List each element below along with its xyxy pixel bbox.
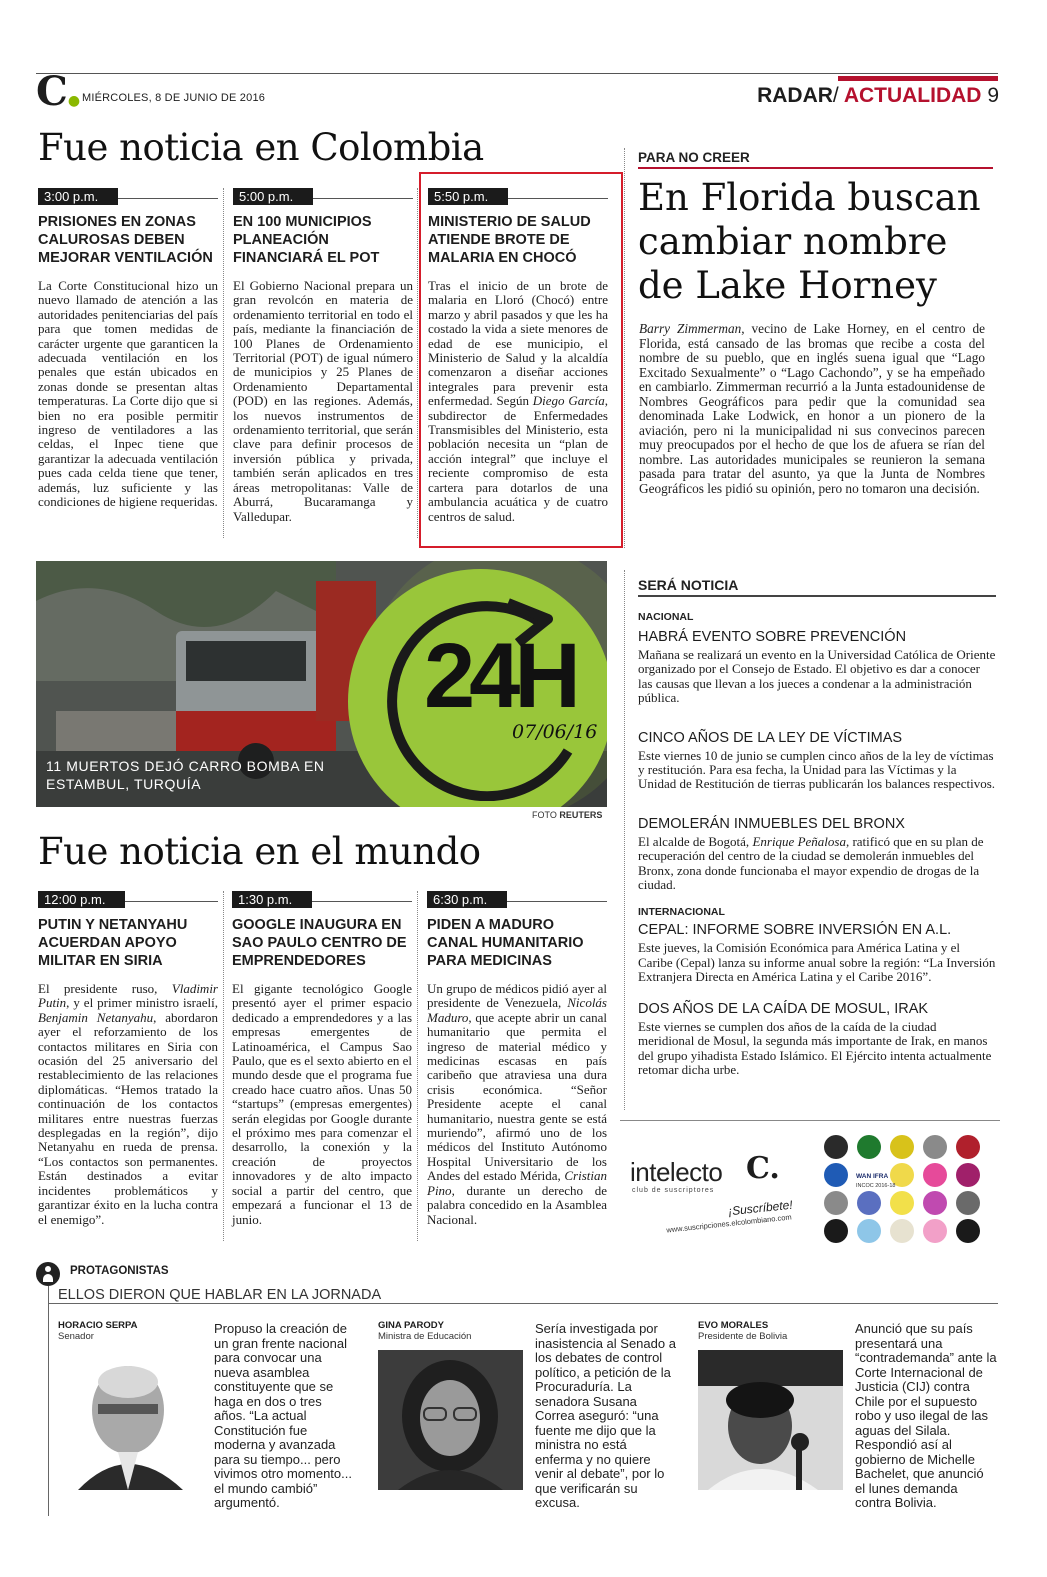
article-body: Tras el inicio de un brote de malaria en Lloró (Chocó) entre marzo y abril pasados y que les ha costado la vida a siete menores de edad de ese municipio, el Ministerio de Salud y la alcaldía comenzaron a diseñar acciones integrales para prevenir esta enfermedad. Según Diego García, subdirector de Enfermedades Transmisibles del Ministerio, esta población necesita un “plan de acción integral” que incluye el reciente compromiso de esta cartera para dotarlos de una ambulancia acuática y de cuatro centros de salud. [428,278,608,524]
sn-body: Mañana se realizará un evento en la Universidad Católica de Oriente organizado por el Consejo de Estado. El objetivo es dar a conocer las causas que llevan a los jueces a condenar a la administración pública. [638,647,996,706]
ad-url[interactable]: www.suscripciones.elcolombiano.com [665,1212,793,1235]
ad-cta[interactable]: ¡Suscríbete! [727,1197,794,1219]
article-body: La Corte Constitucional hizo un nuevo llamado de atención a las autoridades penitenciarias del país para que tomen medidas de carácter urgente que garanticen la adecuada ventilación en los penales que están ubicados en zonas donde se presentan altas temperaturas. La Corte dijo que si bien no era posible permitir ingreso de ventiladores a las celdas, el Inpec tiene que garantizar la adecuada ventilación pues cada celda tiene que tener, además, luz suficiente y las condiciones de higiene requeridas. [38,278,218,510]
sn-headline: DOS AÑOS DE LA CAÍDA DE MOSUL, IRAK [638,1000,929,1017]
protagonist-quote: Sería investigada por inasistencia al Senado a los debates de control político, a petición de la Procuraduría. La senadora Susana Correa aseguró: “una fuente me dijo que la ministra no está enferma y no quiere venir al debate”, por lo que verificarán su excusa. [535,1321,676,1510]
para-no-creer-header [628,150,998,169]
article-headline: PUTIN Y NETANYAHU ACUERDAN APOYO MILITAR EN SIRIA [38,917,188,969]
sera-noticia-section [638,577,996,1077]
protagonist-card [378,1320,528,1342]
sn-body: Este jueves, la Comisión Económica para América Latina y el Caribe (Cepal) lanza su informe anual sobre la región: “La Inversión Extranjera Directa en América Latina y el Caribe 2016”. [638,940,996,985]
article-headline: GOOGLE INAUGURA EN SAO PAULO CENTRO DE EMPRENDEDORES [232,917,407,969]
article-headline: EN 100 MUNICIPIOS PLANEACIÓN FINANCIARÁ EL POT [233,214,380,266]
issue-date: MIÉRCOLES, 8 DE JUNIO DE 2016 [82,92,266,104]
florida-headline: En Florida buscan cambiar nombre de Lake Horney [638,176,981,307]
protagonist-card [698,1320,848,1342]
person-name: Benjamin Netanyahu [38,1009,154,1025]
kicker-rule [638,595,996,597]
protagonist-photo [378,1350,523,1490]
photo-credit: FOTO REUTERS [532,810,603,820]
article-body: Un grupo de médicos pidió ayer al presidente de Venezuela, Nicolás Maduro, que acepte abrir un canal humanitario que permita el ingreso de material médico y medicinas escasas en país caribeño que atraviesa una dura crisis económica. “Señor Presidente acepte el canal humanitario, nuestra gente se está muriendo”, afirmó uno de los médicos del Instituto Autónomo Hospital Universitario de los Andes del estado Mérida, Cristian Pino, durante un derecho de palabra concedido en la Asamblea Nacional. [427,981,607,1227]
column-divider [417,188,418,538]
time-rule [312,901,412,902]
sn-headline: DEMOLERÁN INMUEBLES DEL BRONX [638,815,905,832]
time-rule [508,198,608,199]
mundo-title: Fue noticia en el mundo [38,830,481,873]
color-dot [956,1191,980,1215]
time-rule [313,198,413,199]
color-dot [857,1219,881,1243]
person-name: Vladimir Putin [38,981,218,1011]
article-headline: PIDEN A MADURO CANAL HUMANITARIO PARA MEDICINAS [427,917,584,969]
color-dot [824,1219,848,1243]
color-dot [923,1191,947,1215]
article-body: El Gobierno Nacional prepara un gran revolcón en materia de ordenamiento territorial en todo el país, mediante la financiación de 100 Planes de Ordenamiento Territorial (POT) de igual número de municipios y 25 Planes de Ordenamiento Departamental (POD) en las regiones. Además, los nuevos instrumentos de ordenamiento territorial, que serán clave para definir procesos de inversión pública y privada, también serán aplicados en tres áreas metropolitanas: Valle de Aburrá, Bucaramanga y Valledupar. [233,278,413,524]
subsection-name: ACTUALIDAD [843,84,982,107]
page-number: 9 [987,84,999,107]
wan-ifra-label: WAN IFRA [856,1173,889,1180]
mundo-article-1 [38,891,218,1227]
column-divider [223,891,224,1241]
colombia-title: Fue noticia en Colombia [38,126,484,169]
header-rule [36,73,998,74]
color-dot [857,1191,881,1215]
color-dot [923,1219,947,1243]
24h-date: 07/06/16 [512,721,598,743]
section-name: RADAR [757,84,833,107]
mundo-article-3 [427,891,607,1227]
protagonist-photo [58,1352,203,1490]
person-name: Cristian Pino [427,1168,607,1198]
section-accent-bar [838,76,998,81]
color-dot [956,1163,980,1187]
sn-headline: CINCO AÑOS DE LA LEY DE VÍCTIMAS [638,729,903,746]
24h-label: 24H [424,625,575,727]
color-dot [923,1135,947,1159]
article-body: El gigante tecnológico Google presentó ayer el primer espacio dedicado a emprendedores y a las empresas emergentes de Latinoamérica, el Campus Sao Paulo, que es el sexto abierto en el mundo desde que el programa fue creado hace cuatro años. Unas 50 “startups” (empresas emergentes) serán elegidas por Google durante el próximo mes para comenzar el desarrollo, la conexión y la creación de proyectos innovadores y de alto impacto social a partir del centro, que empezará a funcionar el 13 de junio. [232,981,412,1227]
color-dot [890,1191,914,1215]
sn-body: Este viernes 10 de junio se cumplen cinco años de la ley de víctimas y restitución. Para esa fecha, la Unidad para las Víctimas y la Unidad de Restitución de tierras publicarán los balances respectivos. [638,747,996,792]
person-name: Diego García [532,393,605,409]
column-divider [624,148,625,548]
ad-brand: intelecto [630,1157,723,1187]
subscription-ad[interactable] [620,1120,1000,1251]
photo-caption: 11 MUERTOS DEJÓ CARRO BOMBA EN ESTAMBUL, TURQUÍA [46,758,325,792]
protagonist-photo [698,1350,843,1490]
protagonistas-subtitle: ELLOS DIERON QUE HABLAR EN LA JORNADA [58,1287,382,1303]
person-name: Enrique Peñalosa [752,833,846,849]
time-rule [118,198,218,199]
ad-logo: C. [746,1151,780,1186]
time-rule [118,901,218,902]
sn-headline: HABRÁ EVENTO SOBRE PREVENCIÓN [638,629,907,645]
time-tag: 12:00 p.m. [38,891,125,908]
column-divider [624,570,625,1110]
section-heading [757,84,999,108]
protagonist-quote: Propuso la creación de un gran frente nacional para convocar una nueva asamblea constituyente que se haga en dos o tres años. “La actual Constitución fue moderna y avanzada para su tiempo... pero vivimos otro momento... el mundo cambió” argumentó. [214,1321,352,1510]
florida-body: Barry Zimmerman, vecino de Lake Horney, en el centro de Florida, está cansado de las bromas que recibe a costa del nombre de su pueblo, que en inglés suena igual que “Lago Excitado Sexualmente” o “Lago Cachondo”, y se ha empeñado en cambiarlo. Zimmerman recurrió a la Junta estadounidense de Nombres Geográficos para pedir que la comunidad sea denominada Lake Lodwick, en honor a un pionero de la aviación, pero ni la municipalidad ni sus convecinos parecen muy preocupados por el hecho de que los de afuera se rían del nombre. Las autoridades municipales se reunieron la semana pasada para tratar del asunto, ya que la Junta de Nombres Geográficos les pidió su opinión, pero no tomaron una decisión. [639,321,985,496]
person-icon [36,1262,60,1286]
column-divider [417,891,418,1241]
protagonist-role: Presidente de Bolivia [698,1331,788,1342]
section-kicker: PARA NO CREER [638,150,750,165]
protagonist-role: Ministra de Educación [378,1331,472,1342]
protagonist-name: GINA PARODY [378,1320,444,1331]
colombia-article-1 [38,188,218,510]
colombia-article-2 [233,188,413,524]
protagonist-name: EVO MORALES [698,1320,769,1331]
protagonist-quote: Anunció que su país presentará una “contrademanda” ante la Corte Internacional de Justicia (CIJ) contra Chile por el supuesto robo y uso ilegal de las aguas del Silala. Respondió así al gobierno de Michelle Bachelet, que anunció el lunes demanda contra Bolivia. [855,1321,997,1510]
time-tag: 3:00 p.m. [38,188,118,205]
time-tag: 5:50 p.m. [428,188,508,205]
color-dot [824,1135,848,1159]
time-tag: 6:30 p.m. [427,891,507,908]
incoc-label: INCOC 2016-18 [856,1183,896,1189]
column-divider [223,188,224,538]
article-headline: PRISIONES EN ZONAS CALUROSAS DEBEN MEJORAR VENTILACIÓN [38,214,213,266]
protagonistas-rule [48,1303,998,1304]
section-kicker: SERÁ NOTICIA [638,577,739,593]
time-rule [507,901,607,902]
section-separator: / [832,84,839,107]
person-name: Barry Zimmerman [639,321,742,336]
protagonist-name: HORACIO SERPA [58,1320,138,1331]
color-dot [824,1191,848,1215]
time-tag: 5:00 p.m. [233,188,313,205]
person-name: Nicolás Maduro [427,995,607,1025]
ad-tagline: club de suscriptores [632,1187,715,1194]
internacional-label: INTERNACIONAL [638,906,725,919]
color-dot [890,1219,914,1243]
nacional-label: NACIONAL [638,611,694,623]
color-dot [956,1219,980,1243]
newspaper-logo: C● [36,68,81,115]
color-dot [824,1163,848,1187]
color-dot [890,1135,914,1159]
colombia-article-3 [428,188,608,524]
protagonist-role: Senador [58,1331,94,1342]
kicker-rule [638,167,993,169]
color-dot [923,1163,947,1187]
mundo-article-2 [232,891,412,1227]
color-dot-grid [824,1135,994,1247]
color-dot [956,1135,980,1159]
color-dot [857,1135,881,1159]
time-tag: 1:30 p.m. [232,891,312,908]
article-headline: MINISTERIO DE SALUD ATIENDE BROTE DE MALARIA EN CHOCÓ [428,214,591,266]
article-body: El presidente ruso, Vladimir Putin, y el primer ministro israelí, Benjamin Netanyahu, abordaron ayer el reforzamiento de los contactos militares en Siria con ocasión del 25 aniversario del restablecimiento de las relaciones diplomáticas. “Hemos tratado la continuación de los contactos militares entre nuestras fuerzas desplegadas en la región”, dijo Netanyahu en rueda de prensa. “Los contactos son permanentes. Están destinados a evitar incidentes problemáticos y garantizar éxito en la lucha contra el enemigo”. [38,981,218,1227]
sn-body: Este viernes se cumplen dos años de la caída de la ciudad meridional de Mosul, la segunda más importante de Irak, en manos del grupo yihadista Estado Islámico. El Ejército intenta actualmente retomar dicha urbe. [638,1018,992,1077]
protagonist-card [58,1320,208,1342]
sn-body: El alcalde de Bogotá, Enrique Peñalosa, ratificó que en su plan de recuperación del centro de la ciudad se demolerán inmuebles del Bronx, zona donde funcionaba el mayor expendio de drogas de la ciudad. [638,833,984,893]
sn-headline: CEPAL: INFORME SOBRE INVERSIÓN EN A.L. [638,922,952,939]
protagonistas-kicker: PROTAGONISTAS [70,1265,169,1277]
protagonistas-rule [48,1286,49,1516]
